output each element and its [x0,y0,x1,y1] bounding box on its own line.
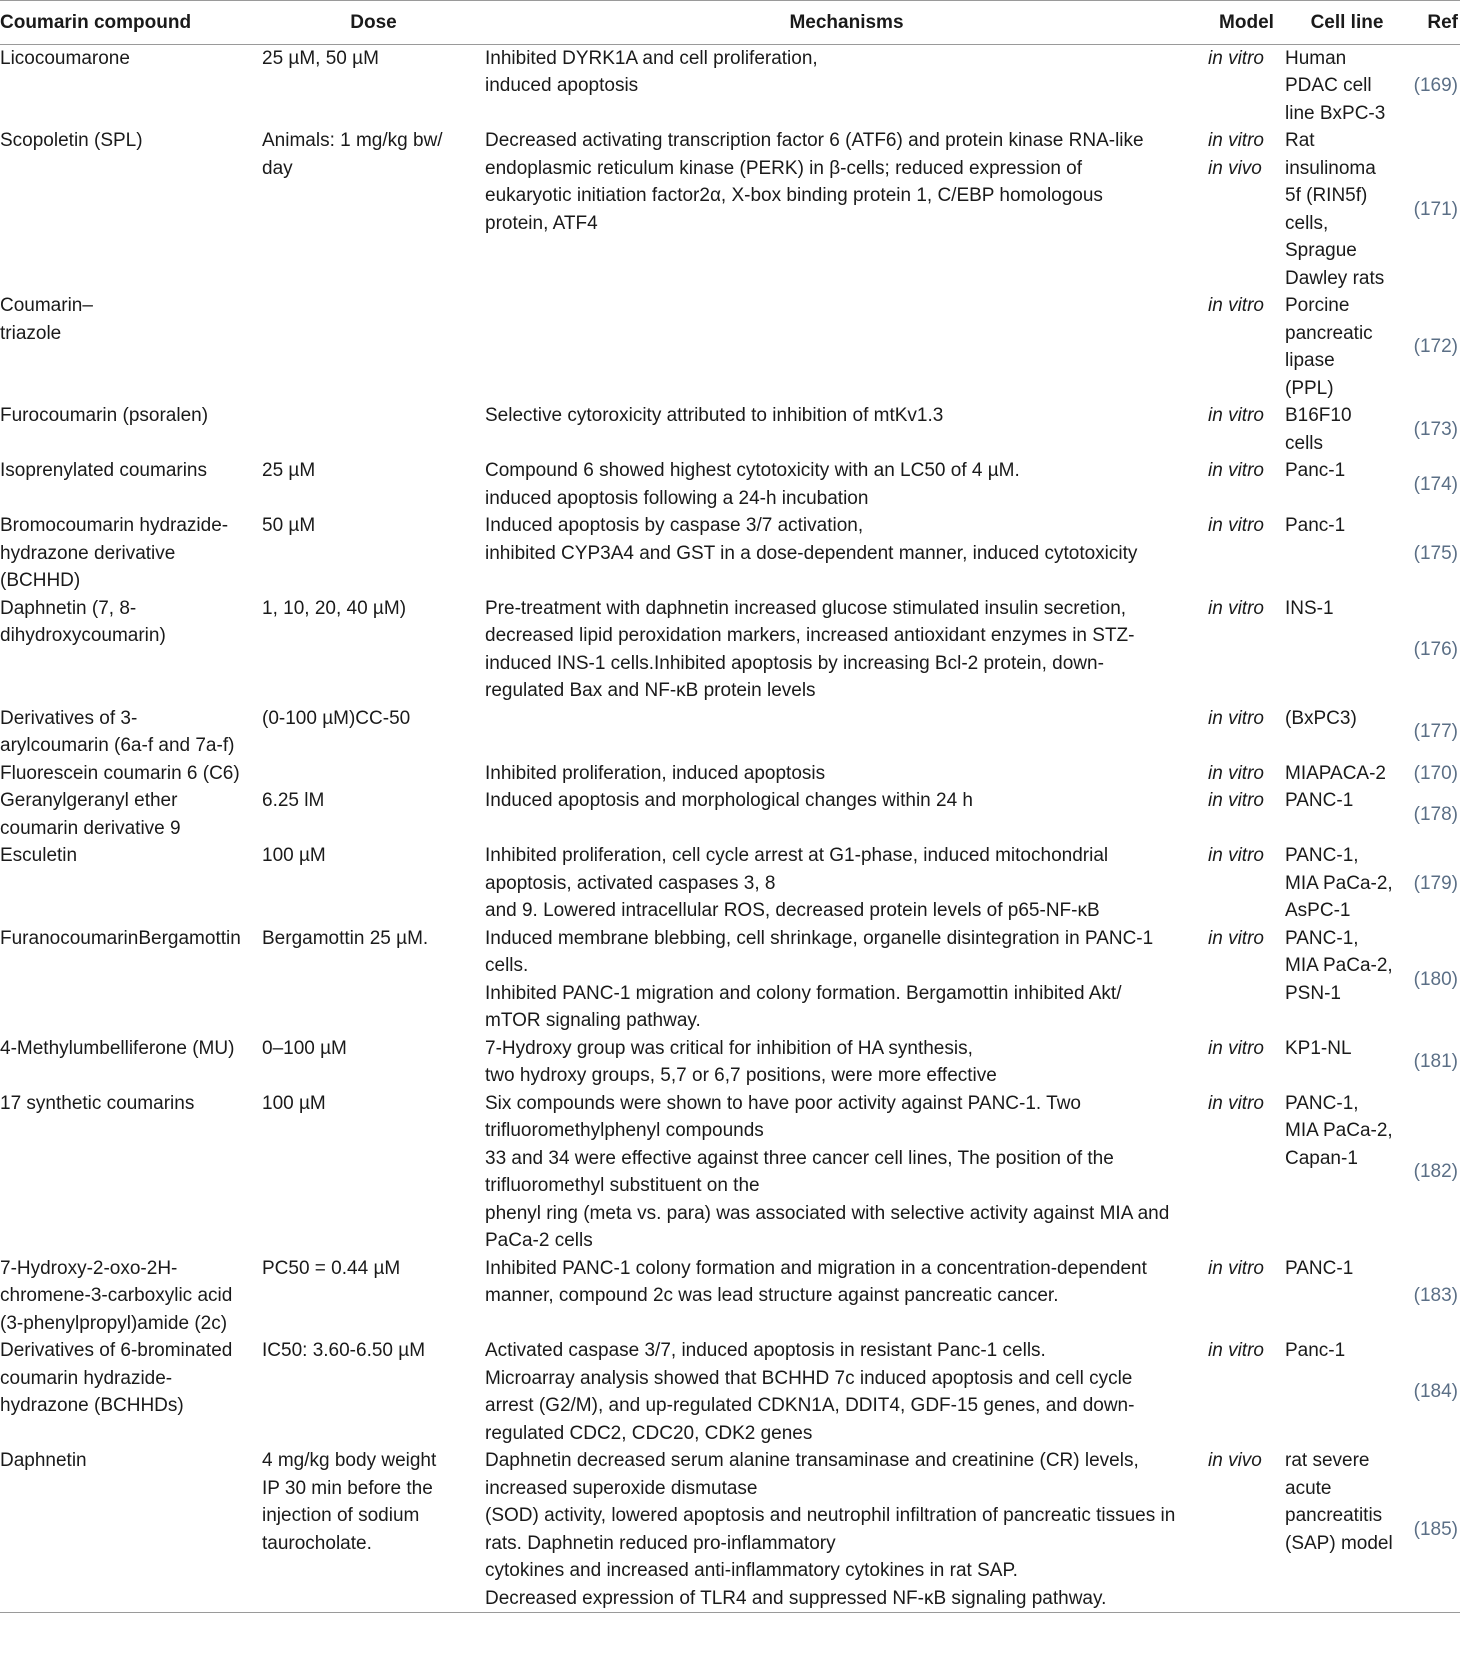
compound-line: chromene-3-carboxylic acid [0,1285,233,1306]
compound-line: dihydroxycoumarin) [0,625,166,646]
mechanisms-line: trifluoromethyl substituent on the [485,1175,760,1196]
dose-cell [262,760,485,788]
dose-cell [262,787,485,842]
compound-line: arylcoumarin (6a-f and 7a-f) [0,735,235,756]
cell-line-cell [1285,512,1409,595]
dose-line: PC50 = 0.44 µM [262,1257,401,1279]
mechanisms-line: endoplasmic reticulum kinase (PERK) in β-cells; reduced expression of [485,157,1083,179]
cell-line-line: B16F10 [1285,405,1352,426]
dose-cell [262,292,485,402]
compound-cell [0,787,262,842]
compound-line: Scopoletin (SPL) [0,130,143,151]
compound-line: Derivatives of 3- [0,707,138,729]
cell-line-line: (BxPC3) [1285,707,1357,729]
ref-cell [1409,1447,1460,1613]
mechanisms-line: Inhibited proliferation, cell cycle arrest at G1-phase, induced mitochondrial [485,845,1109,866]
table-row [0,925,1460,1035]
model-line: in vitro [1208,295,1264,316]
dose-cell [262,1255,485,1338]
cell-line-cell [1285,1447,1409,1613]
table-body [0,44,1460,1613]
compound-line: 7-Hydroxy-2-oxo-2H- [0,1257,178,1279]
mechanisms-line: protein, ATF4 [485,212,598,234]
model-cell [1208,1255,1285,1338]
table-row [0,292,1460,402]
mechanisms-cell [485,127,1208,292]
cell-line-line: PANC-1 [1285,790,1354,811]
mechanisms-line: induced apoptosis [485,75,639,96]
compound-line: 17 synthetic coumarins [0,1092,195,1114]
cell-line-line: lipase [1285,350,1335,371]
dose-line: IP 30 min before the [262,1477,433,1499]
ref-link: (172) [1413,336,1458,358]
table-row [0,512,1460,595]
cell-line-line: Dawley rats [1285,267,1385,289]
mechanisms-cell [485,705,1208,760]
mechanisms-cell [485,44,1208,127]
model-line: in vitro [1208,1037,1264,1059]
table-row [0,457,1460,512]
compound-cell [0,402,262,457]
mechanisms-line: cytokines and increased anti-inflammatory cytokines in rat SAP. [485,1560,1018,1581]
mechanisms-cell [485,1255,1208,1338]
ref-link: (173) [1413,418,1458,440]
compound-cell [0,842,262,925]
cell-line-cell [1285,1035,1409,1090]
dose-cell [262,44,485,127]
ref-cell [1409,1090,1460,1255]
compound-cell [0,127,262,292]
mechanisms-line: and 9. Lowered intracellular ROS, decreased protein levels of p65-NF-κB [485,900,1100,921]
mechanisms-cell [485,787,1208,842]
cell-line-line: PSN-1 [1285,982,1341,1004]
dose-line: 0–100 µM [262,1037,347,1059]
cell-line-line: PANC-1, [1285,1092,1359,1114]
dose-cell [262,1090,485,1255]
dose-line: taurocholate. [262,1532,372,1554]
table-row [0,705,1460,760]
ref-link: (179) [1413,872,1458,894]
header-model: Model [1219,12,1274,33]
cell-line-line: line BxPC-3 [1285,102,1386,124]
dose-line: 25 µM [262,460,316,481]
dose-cell [262,925,485,1035]
model-line: in vitro [1208,845,1264,866]
model-cell [1208,1035,1285,1090]
mechanisms-line: Activated caspase 3/7, induced apoptosis in resistant Panc-1 cells. [485,1340,1046,1361]
ref-link: (183) [1413,1285,1458,1306]
mechanisms-line: Compound 6 showed highest cytotoxicity with an LC50 of 4 µM. [485,460,1020,481]
model-line: in vivo [1208,1450,1262,1471]
compound-cell [0,292,262,402]
ref-cell [1409,1255,1460,1338]
mechanisms-line: Induced apoptosis by caspase 3/7 activation, [485,515,864,536]
ref-cell [1409,1337,1460,1447]
mechanisms-line: phenyl ring (meta vs. para) was associated with selective activity against MIA and [485,1202,1170,1224]
compound-line: Daphnetin (7, 8- [0,597,137,619]
cell-line-line: Rat [1285,130,1315,151]
model-cell [1208,292,1285,402]
ref-link: (184) [1413,1381,1458,1403]
mechanisms-cell [485,595,1208,705]
cell-line-line: Panc-1 [1285,460,1346,481]
table-row [0,1447,1460,1613]
compound-line: Derivatives of 6-brominated [0,1340,233,1361]
ref-link: (175) [1413,542,1458,564]
compound-cell [0,1090,262,1255]
model-line: in vitro [1208,130,1264,151]
dose-line: 100 µM [262,845,326,866]
table-row [0,1337,1460,1447]
dose-cell [262,842,485,925]
ref-cell [1409,760,1460,788]
ref-link: (176) [1413,638,1458,660]
cell-line-line: AsPC-1 [1285,900,1351,921]
cell-line-line: PANC-1, [1285,927,1359,949]
cell-line-cell [1285,1255,1409,1338]
table-row [0,1255,1460,1338]
compound-line: coumarin derivative 9 [0,817,181,839]
dose-cell [262,1035,485,1090]
ref-cell [1409,595,1460,705]
cell-line-cell [1285,1337,1409,1447]
cell-line-line: 5f (RIN5f) [1285,185,1368,206]
model-line: in vitro [1208,515,1264,536]
ref-link: (171) [1413,198,1458,220]
dose-line: 1, 10, 20, 40 µM) [262,597,407,619]
cell-line-cell [1285,1090,1409,1255]
cell-line-line: acute [1285,1477,1332,1499]
dose-line: 100 µM [262,1092,326,1114]
ref-link: (181) [1413,1051,1458,1073]
cell-line-line: PANC-1 [1285,1257,1354,1279]
model-line: in vitro [1208,1092,1264,1114]
dose-line: injection of sodium [262,1505,420,1526]
mechanisms-line: Induced membrane blebbing, cell shrinkage, organelle disintegration in PANC-1 [485,927,1154,949]
dose-cell [262,127,485,292]
compound-line: hydrazone derivative [0,542,176,564]
cell-line-cell [1285,292,1409,402]
mechanisms-cell [485,512,1208,595]
model-line: in vitro [1208,597,1264,619]
mechanisms-line: PaCa-2 cells [485,1230,593,1251]
cell-line-cell [1285,705,1409,760]
cell-line-line: rat severe [1285,1450,1370,1471]
ref-cell [1409,127,1460,292]
model-cell [1208,402,1285,457]
compound-line: Coumarin– [0,295,93,316]
compound-line: (BCHHD) [0,570,81,591]
mechanisms-cell [485,1447,1208,1613]
ref-cell [1409,292,1460,402]
cell-line-line: PDAC cell [1285,75,1372,96]
dose-line: Animals: 1 mg/kg bw/ [262,130,443,151]
cell-line-cell [1285,44,1409,127]
ref-cell [1409,44,1460,127]
model-cell [1208,457,1285,512]
mechanisms-line: rats. Daphnetin reduced pro-inflammatory [485,1532,836,1554]
cell-line-line: MIA PaCa-2, [1285,955,1393,976]
ref-cell [1409,457,1460,512]
dose-cell [262,595,485,705]
model-cell [1208,760,1285,788]
compound-cell [0,705,262,760]
cell-line-line: cells, [1285,212,1329,234]
dose-line: 50 µM [262,515,316,536]
mechanisms-cell [485,842,1208,925]
cell-line-line: KP1-NL [1285,1037,1352,1059]
ref-link: (182) [1413,1161,1458,1183]
cell-line-cell [1285,595,1409,705]
cell-line-cell [1285,760,1409,788]
model-line: in vitro [1208,1340,1264,1361]
cell-line-line: MIA PaCa-2, [1285,1120,1393,1141]
mechanisms-line: arrest (G2/M), and up-regulated CDKN1A, DDIT4, GDF-15 genes, and down- [485,1395,1135,1416]
dose-line: Bergamottin 25 µM. [262,927,429,949]
compound-line: Geranylgeranyl ether [0,790,178,811]
dose-line: 6.25 lM [262,790,325,811]
compound-line: Bromocoumarin hydrazide- [0,515,229,536]
cell-line-cell [1285,127,1409,292]
dose-line: (0-100 µM)CC-50 [262,707,411,729]
compound-cell [0,1255,262,1338]
mechanisms-line: Inhibited DYRK1A and cell proliferation, [485,47,818,69]
compound-line: FuranocoumarinBergamottin [0,927,241,949]
compound-line: Daphnetin [0,1450,87,1471]
table-row [0,1090,1460,1255]
compound-line: Licocoumarone [0,47,130,69]
ref-link: (169) [1413,75,1458,96]
model-line: in vitro [1208,790,1264,811]
mechanisms-line: cells. [485,955,529,976]
mechanisms-line: induced INS-1 cells.Inhibited apoptosis by increasing Bcl-2 protein, down- [485,652,1104,674]
ref-link: (180) [1413,968,1458,990]
mechanisms-line: 7-Hydroxy group was critical for inhibition of HA synthesis, [485,1037,973,1059]
table-row [0,127,1460,292]
cell-line-cell [1285,402,1409,457]
compound-line: Furocoumarin (psoralen) [0,405,209,426]
table-row [0,44,1460,127]
model-line: in vitro [1208,460,1264,481]
mechanisms-line: Microarray analysis showed that BCHHD 7c induced apoptosis and cell cycle [485,1367,1133,1389]
model-line: in vitro [1208,1257,1264,1279]
ref-cell [1409,925,1460,1035]
mechanisms-cell [485,1337,1208,1447]
model-cell [1208,842,1285,925]
cell-line-line: (PPL) [1285,377,1334,399]
mechanisms-line: Induced apoptosis and morphological changes within 24 h [485,790,973,811]
compound-line: Esculetin [0,845,78,866]
mechanisms-line: Selective cytoroxicity attributed to inhibition of mtKv1.3 [485,405,944,426]
compound-cell [0,457,262,512]
dose-cell [262,457,485,512]
dose-cell [262,1337,485,1447]
cell-line-line: insulinoma [1285,157,1376,179]
mechanisms-line: regulated CDC2, CDC20, CDK2 genes [485,1422,813,1444]
model-line: in vitro [1208,927,1264,949]
mechanisms-line: Daphnetin decreased serum alanine transaminase and creatinine (CR) levels, [485,1450,1139,1471]
cell-line-cell [1285,842,1409,925]
mechanisms-line: Decreased activating transcription factor 6 (ATF6) and protein kinase RNA-like [485,130,1144,151]
compound-line: hydrazone (BCHHDs) [0,1395,184,1416]
ref-cell [1409,402,1460,457]
ref-link: (170) [1413,762,1458,784]
model-cell [1208,44,1285,127]
cell-line-cell [1285,925,1409,1035]
ref-link: (177) [1413,721,1458,743]
model-cell [1208,787,1285,842]
model-line: in vivo [1208,157,1262,179]
mechanisms-line: two hydroxy groups, 5,7 or 6,7 positions, were more effective [485,1065,997,1086]
model-cell [1208,1447,1285,1613]
cell-line-line: cells [1285,432,1324,454]
header-dose: Dose [350,12,397,33]
model-cell [1208,512,1285,595]
mechanisms-cell [485,1090,1208,1255]
mechanisms-line: 33 and 34 were effective against three cancer cell lines, The position of the [485,1147,1114,1169]
mechanisms-line: decreased lipid peroxidation markers, increased antioxidant enzymes in STZ- [485,625,1135,646]
mechanisms-line: mTOR signaling pathway. [485,1010,701,1031]
model-line: in vitro [1208,47,1264,69]
cell-line-cell [1285,787,1409,842]
model-line: in vitro [1208,405,1264,426]
mechanisms-line: Inhibited proliferation, induced apoptosis [485,762,826,784]
compound-line: coumarin hydrazide- [0,1367,173,1389]
ref-cell [1409,705,1460,760]
cell-line-line: MIA PaCa-2, [1285,872,1393,894]
mechanisms-cell [485,292,1208,402]
compound-cell [0,1035,262,1090]
compound-cell [0,925,262,1035]
mechanisms-line: regulated Bax and NF-κB protein levels [485,680,816,701]
header-compound: Coumarin compound [0,12,192,33]
cell-line-line: Panc-1 [1285,1340,1346,1361]
header-row [0,1,1460,45]
model-cell [1208,1337,1285,1447]
table-row [0,402,1460,457]
model-line: in vitro [1208,762,1264,784]
mechanisms-cell [485,402,1208,457]
ref-link: (174) [1413,473,1458,495]
mechanisms-cell [485,457,1208,512]
ref-link: (185) [1413,1518,1458,1540]
compound-line: Isoprenylated coumarins [0,460,207,481]
compound-cell [0,595,262,705]
cell-line-line: pancreatitis [1285,1505,1383,1526]
cell-line-line: PANC-1, [1285,845,1359,866]
table-row [0,787,1460,842]
cell-line-line: Human [1285,47,1347,69]
cell-line-line: (SAP) model [1285,1532,1393,1554]
cell-line-line: pancreatic [1285,322,1373,344]
header-cell-line: Cell line [1310,12,1384,33]
ref-cell [1409,842,1460,925]
mechanisms-line: inhibited CYP3A4 and GST in a dose-dependent manner, induced cytotoxicity [485,542,1138,564]
compound-cell [0,1447,262,1613]
cell-line-line: Porcine [1285,295,1350,316]
ref-link: (178) [1413,803,1458,825]
model-cell [1208,705,1285,760]
cell-line-line: Panc-1 [1285,515,1346,536]
table-row [0,1035,1460,1090]
dose-cell [262,1447,485,1613]
mechanisms-cell [485,1035,1208,1090]
cell-line-cell [1285,457,1409,512]
model-cell [1208,595,1285,705]
dose-cell [262,512,485,595]
mechanisms-line: trifluoromethylphenyl compounds [485,1120,764,1141]
mechanisms-line: Inhibited PANC-1 migration and colony formation. Bergamottin inhibited Akt/ [485,982,1122,1004]
header-ref: Ref [1427,12,1458,33]
mechanisms-line: manner, compound 2c was lead structure against pancreatic cancer. [485,1285,1059,1306]
mechanisms-line: Six compounds were shown to have poor activity against PANC-1. Two [485,1092,1081,1114]
ref-cell [1409,1035,1460,1090]
cell-line-line: Sprague [1285,240,1357,261]
dose-line: IC50: 3.60-6.50 µM [262,1340,426,1361]
header-mechanisms: Mechanisms [789,12,904,33]
compound-line: 4-Methylumbelliferone (MU) [0,1037,235,1059]
dose-line: 4 mg/kg body weight [262,1450,437,1471]
model-cell [1208,925,1285,1035]
model-line: in vitro [1208,707,1264,729]
compound-line: (3-phenylpropyl)amide (2c) [0,1312,228,1334]
mechanisms-line: induced apoptosis following a 24-h incubation [485,487,869,509]
ref-cell [1409,787,1460,842]
compound-line: triazole [0,322,62,344]
compound-cell [0,512,262,595]
mechanisms-line: (SOD) activity, lowered apoptosis and neutrophil infiltration of pancreatic tissues in [485,1505,1176,1526]
compound-cell [0,760,262,788]
table-row [0,842,1460,925]
cell-line-line: Capan-1 [1285,1147,1358,1169]
mechanisms-cell [485,925,1208,1035]
dose-line: 25 µM, 50 µM [262,47,379,69]
mechanisms-line: increased superoxide dismutase [485,1477,758,1499]
mechanisms-line: Decreased expression of TLR4 and suppressed NF-κB signaling pathway. [485,1587,1107,1609]
mechanisms-line: Inhibited PANC-1 colony formation and migration in a concentration-dependent [485,1257,1147,1279]
mechanisms-cell [485,760,1208,788]
ref-cell [1409,512,1460,595]
cell-line-line: INS-1 [1285,597,1334,619]
model-cell [1208,127,1285,292]
model-cell [1208,1090,1285,1255]
compound-line: Fluorescein coumarin 6 (C6) [0,762,240,784]
cell-line-line: MIAPACA-2 [1285,762,1387,784]
dose-cell [262,705,485,760]
table-row [0,595,1460,705]
mechanisms-line: Pre-treatment with daphnetin increased glucose stimulated insulin secretion, [485,597,1127,619]
table-row [0,760,1460,788]
dose-cell [262,402,485,457]
dose-line: day [262,157,293,179]
compound-cell [0,44,262,127]
compound-cell [0,1337,262,1447]
mechanisms-line: apoptosis, activated caspases 3, 8 [485,872,776,894]
mechanisms-line: eukaryotic initiation factor2α, X-box binding protein 1, C/EBP homologous [485,185,1103,206]
